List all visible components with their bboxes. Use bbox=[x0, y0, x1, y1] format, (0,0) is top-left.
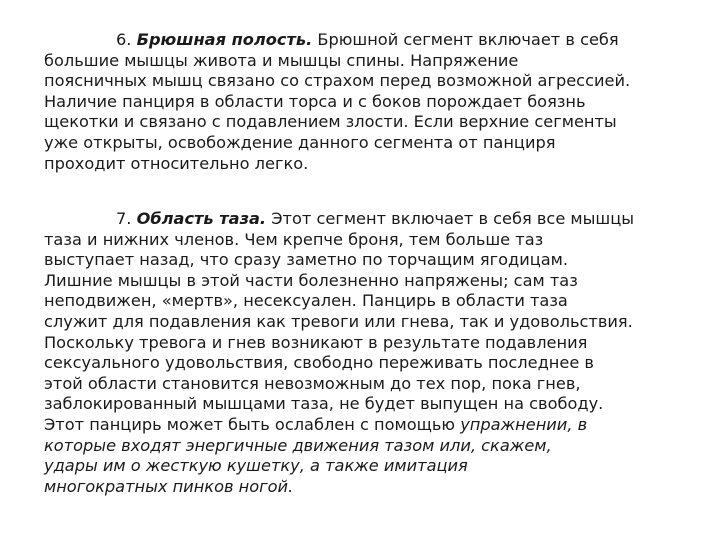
paragraph-line: Наличие панциря в области торса и с боков порождает боязнь bbox=[44, 91, 586, 111]
section-number: 7. bbox=[116, 209, 132, 228]
section-title: Брюшная полость. bbox=[136, 30, 313, 49]
paragraph-line-italic: многократных пинков ногой. bbox=[44, 476, 294, 496]
paragraph-line-italic: которые входят энергичные движения тазом или, скажем, bbox=[44, 435, 552, 455]
paragraph-abdomen bbox=[44, 30, 704, 174]
section-title: Область таза. bbox=[136, 209, 267, 228]
paragraph-line: проходит относительно легко. bbox=[44, 153, 309, 173]
paragraph-line: поясничных мышц связано со страхом перед возможной агрессией. bbox=[44, 71, 631, 91]
paragraph-line bbox=[44, 209, 704, 230]
paragraph-line: выступает назад, что сразу заметно по торчащим ягодицам. bbox=[44, 250, 569, 270]
paragraph-line: таза и нижних членов. Чем крепче броня, тем больше таз bbox=[44, 229, 544, 249]
paragraph-line bbox=[44, 415, 704, 436]
paragraph-line: Лишние мышцы в этой части болезненно напряжены; сам таз bbox=[44, 270, 578, 290]
paragraph-line: щекотки и связано с подавлением злости. Если верхние сегменты bbox=[44, 112, 617, 132]
italic-text: упражнении, в bbox=[460, 414, 588, 434]
paragraph-line bbox=[44, 30, 704, 51]
paragraph-line: этой области становится невозможным до тех пор, пока гнев, bbox=[44, 373, 581, 393]
paragraph-line: неподвижен, «мертв», несексуален. Панцирь в области таза bbox=[44, 291, 568, 311]
paragraph-line: сексуального удовольствия, свободно переживать последнее в bbox=[44, 353, 594, 373]
paragraph-text: Брюшной сегмент включает в себя bbox=[317, 30, 619, 49]
paragraph-line: служит для подавления как тревоги или гнева, так и удовольствия. bbox=[44, 311, 633, 331]
paragraph-text: Этот панцирь может быть ослаблен с помощью bbox=[44, 414, 456, 434]
paragraph-line: уже открыты, освобождение данного сегмента от панциря bbox=[44, 132, 556, 152]
paragraph-text: Этот сегмент включает в себя все мышцы bbox=[271, 209, 635, 228]
paragraph-line: заблокированный мышцами таза, не будет выпущен на свободу. bbox=[44, 394, 604, 414]
section-number: 6. bbox=[116, 30, 132, 49]
paragraph-pelvis bbox=[44, 209, 704, 497]
paragraph-line-italic: удары им о жесткую кушетку, а также имитация bbox=[44, 456, 468, 476]
paragraph-line: большие мышцы живота и мышцы спины. Напряжение bbox=[44, 50, 519, 70]
paragraph-line: Поскольку тревога и гнев возникают в результате подавления bbox=[44, 332, 588, 352]
